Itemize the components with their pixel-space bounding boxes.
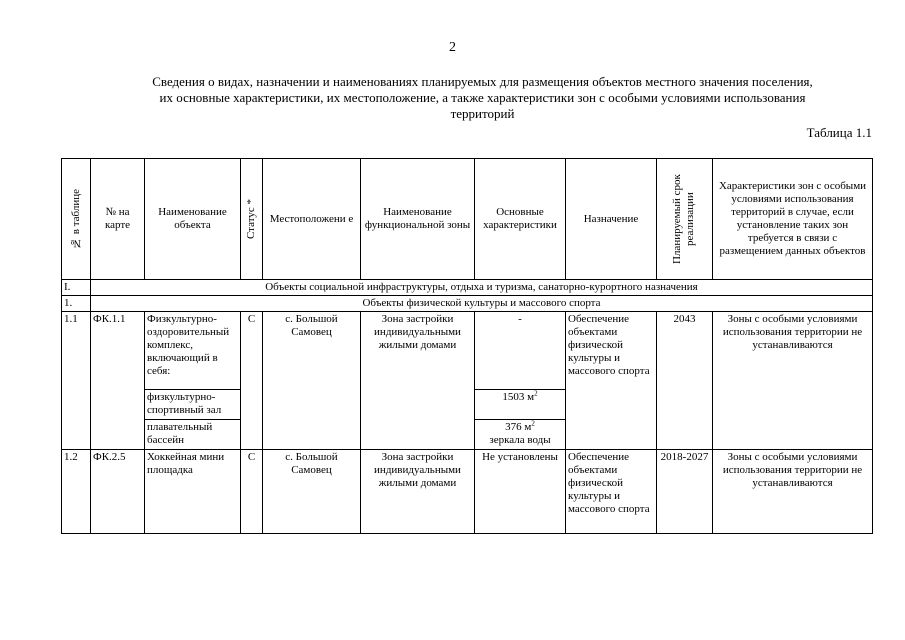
table-row	[62, 312, 873, 390]
header-func-zone: Наименование функциональной зоны	[361, 159, 475, 280]
row-num: 1.2	[62, 450, 91, 534]
header-location: Местоположени е	[263, 159, 361, 280]
row-char-main: -	[475, 312, 566, 390]
subsection-num: 1.	[62, 296, 91, 312]
row-sub2-name: плавательный бассейн	[145, 420, 241, 450]
row-status: С	[241, 450, 263, 534]
objects-table	[61, 158, 873, 534]
header-zones: Характеристики зон с особыми условиями использования территорий в случае, если установление таких зон требуется в связи с размещением данных объектов	[713, 159, 873, 280]
page-number: 2	[449, 40, 456, 55]
row-zone: Зона застройки индивидуальными жилыми домами	[361, 312, 475, 450]
row-num: 1.1	[62, 312, 91, 450]
title-line-3: территорий	[450, 106, 515, 121]
subsection-title: Объекты физической культуры и массового спорта	[91, 296, 873, 312]
row-zones: Зоны с особыми условиями использования территории не устанавливаются	[713, 450, 873, 534]
title-line-1: Сведения о видах, назначении и наименованиях планируемых для размещения объектов местного значения поселения,	[152, 74, 813, 89]
section-num: I.	[62, 280, 91, 296]
row-term: 2043	[657, 312, 713, 450]
section-row	[62, 280, 873, 296]
row-status: С	[241, 312, 263, 450]
row-purpose: Обеспечение объектами физической культуры и массового спорта	[566, 450, 657, 534]
row-sub1-name: физкультурно-спортивный зал	[145, 390, 241, 420]
header-name: Наименование объекта	[145, 159, 241, 280]
row-name: Хоккейная мини площадка	[145, 450, 241, 534]
row-name: Физкультурно-оздоровительный комплекс, включающий в себя:	[145, 312, 241, 390]
row-purpose: Обеспечение объектами физической культуры и массового спорта	[566, 312, 657, 450]
row-zones: Зоны с особыми условиями использования территории не устанавливаются	[713, 312, 873, 450]
row-location: с. Большой Самовец	[263, 450, 361, 534]
section-title: Объекты социальной инфраструктуры, отдыха и туризма, санаторно-курортного назначения	[91, 280, 873, 296]
header-term: Планируемый срок реализации	[657, 159, 713, 280]
row-char-sub1: 1503 $м^2$	[475, 390, 566, 420]
row-char-sub2: 376 $м^2$ зеркала воды	[475, 420, 566, 450]
row-map: ФК.2.5	[91, 450, 145, 534]
header-status: Статус *	[241, 159, 263, 280]
header-characteristics: Основные характеристики	[475, 159, 566, 280]
row-map: ФК.1.1	[91, 312, 145, 450]
table-label: Таблица 1.1	[806, 125, 872, 140]
header-purpose: Назначение	[566, 159, 657, 280]
row-char-main: Не установлены	[475, 450, 566, 534]
title-line-2: их основные характеристики, их местоположение, а также характеристики зон с особыми условиями использования	[159, 90, 806, 105]
subsection-row	[62, 296, 873, 312]
row-term: 2018-2027	[657, 450, 713, 534]
row-zone: Зона застройки индивидуальными жилыми домами	[361, 450, 475, 534]
document-title	[60, 74, 905, 122]
header-row	[62, 159, 873, 280]
header-num-on-map: № на карте	[91, 159, 145, 280]
row-location: с. Большой Самовец	[263, 312, 361, 450]
header-num-in-table: № в таблице	[62, 159, 91, 280]
table-row	[62, 450, 873, 534]
